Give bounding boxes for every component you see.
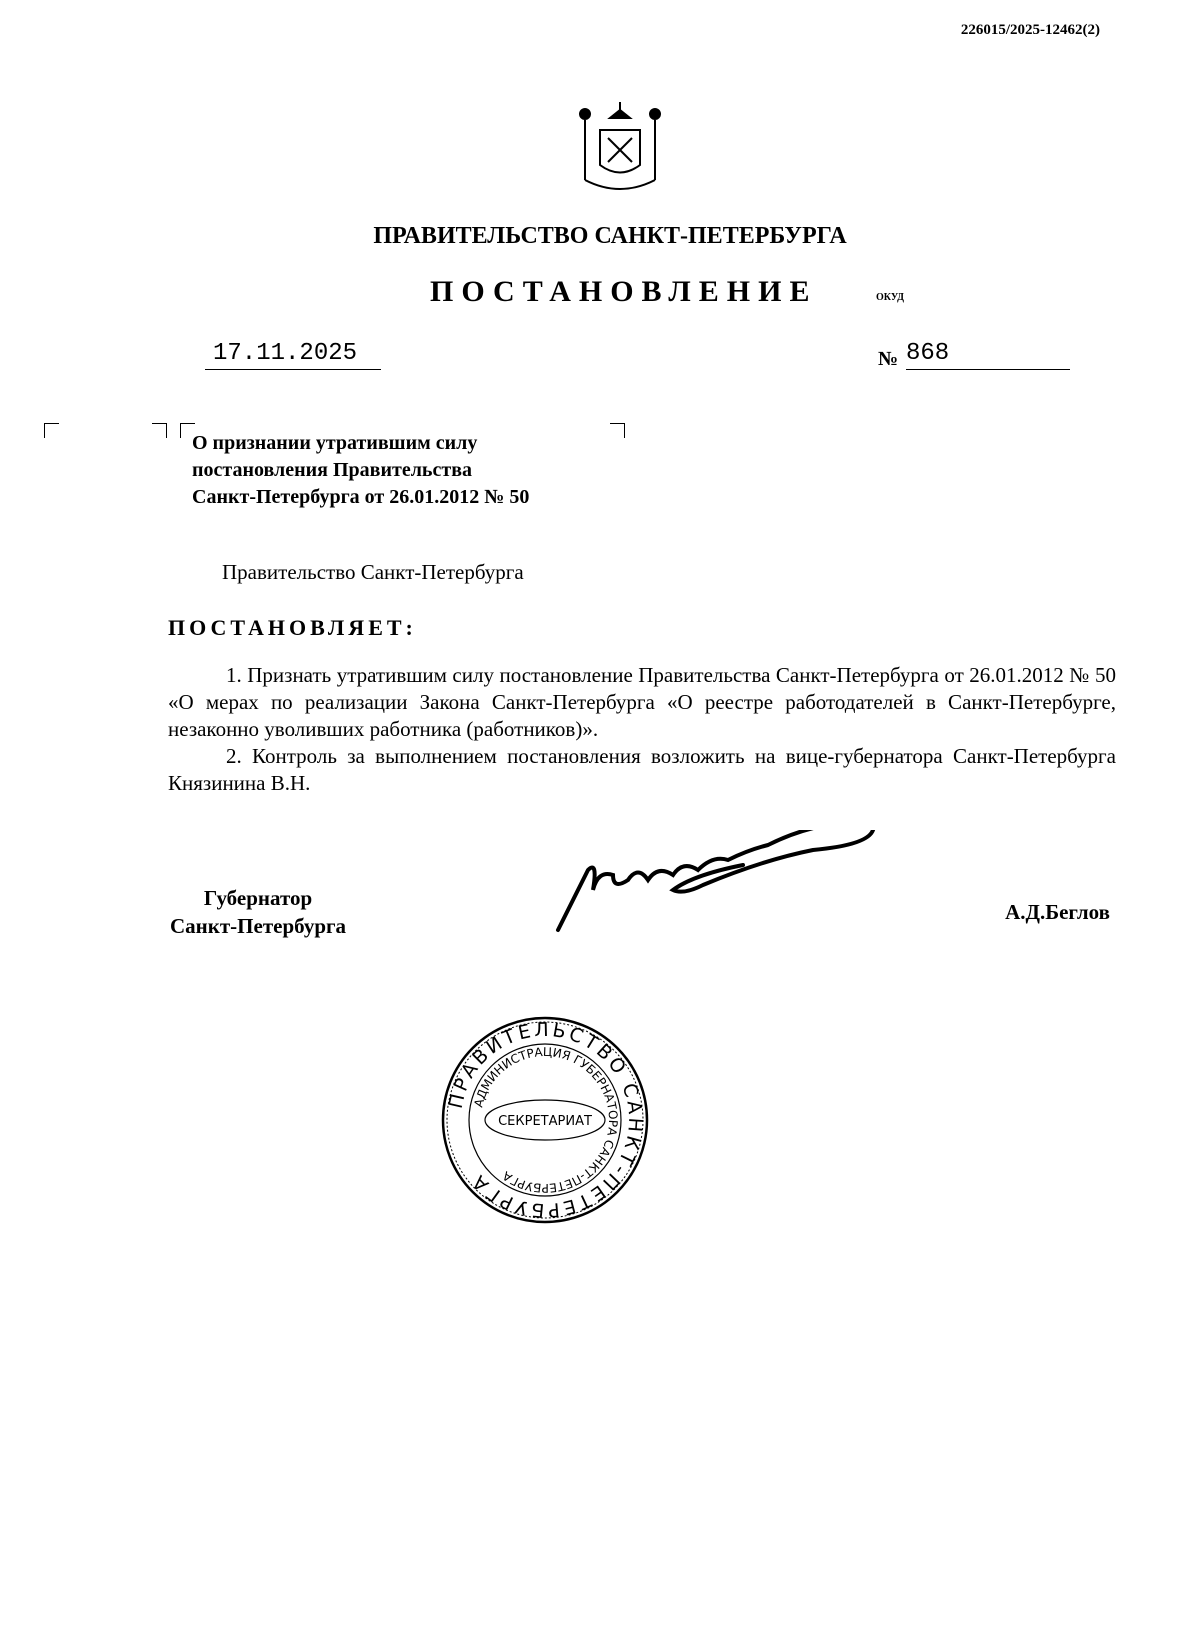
registration-number: 226015/2025-12462(2) (960, 22, 1100, 38)
document-number: 868 (906, 340, 1070, 370)
document-type: ПОСТАНОВЛЕНИЕ (430, 275, 818, 308)
organization-title: ПРАВИТЕЛЬСТВО САНКТ-ПЕТЕРБУРГА (373, 223, 847, 249)
official-seal (440, 1015, 650, 1225)
corner-mark (610, 423, 625, 438)
subject-line: Санкт-Петербурга от 26.01.2012 № 50 (192, 486, 530, 508)
seal-outer-text: ПРАВИТЕЛЬСТВО САНКТ-ПЕТЕРБУРГА (444, 1018, 647, 1222)
seal-center-text: СЕКРЕТАРИАТ (498, 1114, 592, 1129)
subject-line: постановления Правительства (192, 459, 472, 481)
signatory-name: А.Д.Беглов (1005, 900, 1110, 924)
handwritten-signature (548, 830, 968, 940)
okud-label: ОКУД (876, 292, 905, 303)
position-line: Санкт-Петербурга (170, 914, 347, 938)
paragraph: 2. Контроль за выполнением постановления возложить на вице-губернатора Санкт-Петербурга Князинина В.Н. (168, 744, 1116, 795)
seal-inner-text: АДМИНИСТРАЦИЯ ГУБЕРНАТОРА САНКТ-ПЕТЕРБУРГА (471, 1044, 621, 1196)
document-subject (192, 430, 529, 511)
issuer: Правительство Санкт-Петербурга (222, 560, 524, 584)
resolves-heading: ПОСТАНОВЛЯЕТ: (168, 615, 417, 640)
subject-line: О признании утратившим силу (192, 432, 478, 454)
document-date: 17.11.2025 (205, 340, 381, 370)
coat-of-arms-icon (570, 100, 670, 195)
document-body (168, 662, 1116, 797)
paragraph: 1. Признать утратившим силу постановление Правительства Санкт-Петербурга от 26.01.2012 № 50 «О мерах по реализации Закона Санкт-Петербурга «О реестре работодателей в Санкт-Петербурге, незаконно уволивших работника (работников)». (168, 663, 1116, 741)
corner-mark (152, 423, 167, 438)
corner-mark (44, 423, 59, 438)
signatory-position (170, 884, 346, 940)
number-label: № (878, 348, 899, 370)
position-line: Губернатор (203, 886, 313, 910)
